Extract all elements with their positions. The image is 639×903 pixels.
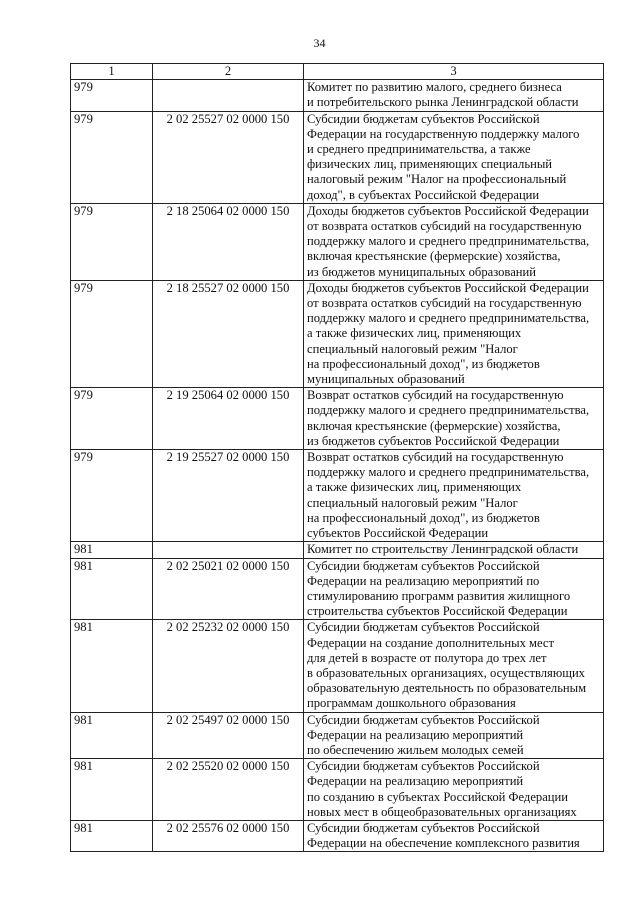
admin-code-cell: 981 xyxy=(71,712,153,759)
revenue-name-cell: Комитет по строительству Ленинградской области xyxy=(304,542,604,558)
revenue-name-cell: Субсидии бюджетам субъектов Российской Федерации на реализацию мероприятий по созданию в субъектах Российской Федерации новых мест в общеобразовательных организациях xyxy=(304,759,604,821)
header-col-3: 3 xyxy=(304,64,604,80)
revenue-code-cell xyxy=(153,80,304,111)
revenue-code-cell: 2 02 25021 02 0000 150 xyxy=(153,558,304,620)
table-row xyxy=(71,203,604,280)
admin-code-cell: 979 xyxy=(71,203,153,280)
revenue-name-cell: Доходы бюджетов субъектов Российской Федерации от возврата остатков субсидий на государственную поддержку малого и среднего предпринимательства, включая крестьянские (фермерские) хозяйства, из бюджетов муниципальных образований xyxy=(304,203,604,280)
revenue-code-cell: 2 18 25527 02 0000 150 xyxy=(153,280,304,387)
revenue-code-cell: 2 19 25527 02 0000 150 xyxy=(153,450,304,542)
header-col-2: 2 xyxy=(153,64,304,80)
admin-code-cell: 979 xyxy=(71,280,153,387)
revenue-name-cell: Субсидии бюджетам субъектов Российской Федерации на реализацию мероприятий по стимулированию программ развития жилищного строительства субъектов Российской Федерации xyxy=(304,558,604,620)
table-row xyxy=(71,542,604,558)
revenue-code-cell: 2 02 25497 02 0000 150 xyxy=(153,712,304,759)
budget-classification-table xyxy=(70,63,604,852)
revenue-name-cell: Доходы бюджетов субъектов Российской Федерации от возврата остатков субсидий на государственную поддержку малого и среднего предпринимательства, а также физических лиц, применяющих специальный налоговый режим "Налог на профессиональный доход", из бюджетов муниципальных образований xyxy=(304,280,604,387)
table-row xyxy=(71,450,604,542)
revenue-name-cell: Субсидии бюджетам субъектов Российской Федерации на реализацию мероприятий по обеспечению жильем молодых семей xyxy=(304,712,604,759)
revenue-name-cell: Комитет по развитию малого, среднего бизнеса и потребительского рынка Ленинградской области xyxy=(304,80,604,111)
table-row xyxy=(71,759,604,821)
table-row xyxy=(71,280,604,387)
admin-code-cell: 981 xyxy=(71,558,153,620)
table-row xyxy=(71,712,604,759)
admin-code-cell: 979 xyxy=(71,388,153,450)
admin-code-cell: 979 xyxy=(71,80,153,111)
admin-code-cell: 981 xyxy=(71,542,153,558)
page-number: 34 xyxy=(313,36,326,50)
admin-code-cell: 981 xyxy=(71,820,153,851)
revenue-name-cell: Субсидии бюджетам субъектов Российской Федерации на обеспечение комплексного развития xyxy=(304,820,604,851)
table-row xyxy=(71,820,604,851)
admin-code-cell: 979 xyxy=(71,111,153,203)
revenue-name-cell: Возврат остатков субсидий на государственную поддержку малого и среднего предпринимательства, включая крестьянские (фермерские) хозяйства, из бюджетов субъектов Российской Федерации xyxy=(304,388,604,450)
revenue-name-cell: Возврат остатков субсидий на государственную поддержку малого и среднего предпринимательства, а также физических лиц, применяющих специальный налоговый режим "Налог на профессиональный доход", из бюджетов субъектов Российской Федерации xyxy=(304,450,604,542)
table-row xyxy=(71,558,604,620)
admin-code-cell: 981 xyxy=(71,759,153,821)
admin-code-cell: 979 xyxy=(71,450,153,542)
revenue-name-cell: Субсидии бюджетам субъектов Российской Федерации на создание дополнительных мест для детей в возрасте от полутора до трех лет в образовательных организациях, осуществляющих образовательную деятельность по образовательным программам дошкольного образования xyxy=(304,620,604,712)
revenue-name-cell: Субсидии бюджетам субъектов Российской Федерации на государственную поддержку малого и среднего предпринимательства, а также физических лиц, применяющих специальный налоговый режим "Налог на профессиональный доход", в субъектах Российской Федерации xyxy=(304,111,604,203)
revenue-code-cell: 2 19 25064 02 0000 150 xyxy=(153,388,304,450)
table-body xyxy=(71,80,604,852)
table-row xyxy=(71,388,604,450)
revenue-code-cell: 2 02 25527 02 0000 150 xyxy=(153,111,304,203)
revenue-code-cell: 2 02 25576 02 0000 150 xyxy=(153,820,304,851)
admin-code-cell: 981 xyxy=(71,620,153,712)
table-header-row xyxy=(71,64,604,80)
revenue-code-cell: 2 18 25064 02 0000 150 xyxy=(153,203,304,280)
table-row xyxy=(71,80,604,111)
header-col-1: 1 xyxy=(71,64,153,80)
revenue-code-cell xyxy=(153,542,304,558)
revenue-code-cell: 2 02 25232 02 0000 150 xyxy=(153,620,304,712)
table-row xyxy=(71,111,604,203)
revenue-code-cell: 2 02 25520 02 0000 150 xyxy=(153,759,304,821)
table-row xyxy=(71,620,604,712)
